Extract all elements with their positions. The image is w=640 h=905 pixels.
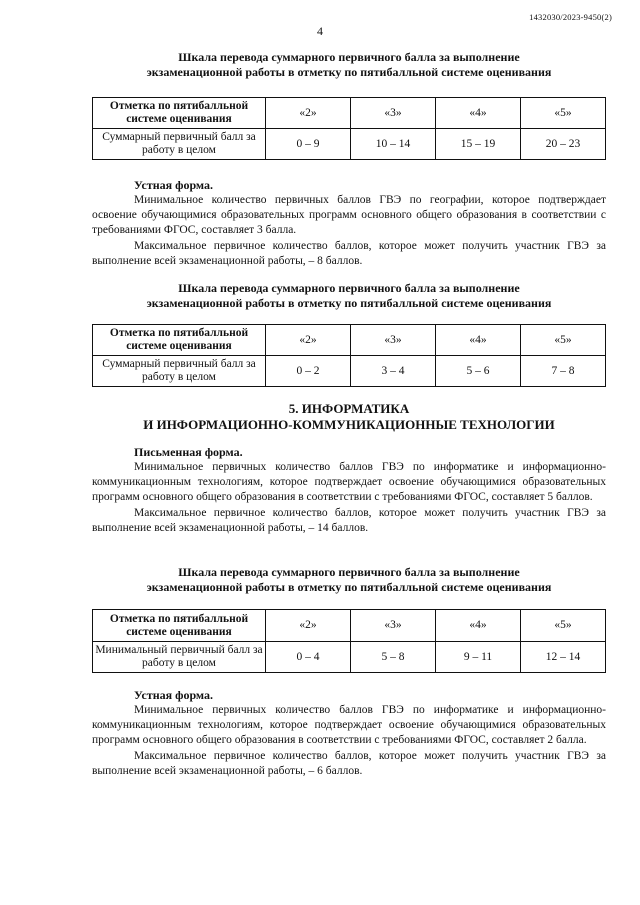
paragraph: Максимальное первичное количество баллов, которое может получить участник ГВЭ за выполнение всей экзаменационной работы, – 8 баллов. bbox=[92, 239, 606, 267]
informatics-section-title: 5. ИНФОРМАТИКА И ИНФОРМАЦИОННО-КОММУНИКАЦИОННЫЕ ТЕХНОЛОГИИ bbox=[143, 401, 555, 432]
grade-3: «3» bbox=[351, 325, 436, 356]
row-label: Суммарный первичный балл за работу в целом bbox=[93, 129, 266, 160]
value-cell: 5 – 6 bbox=[436, 356, 521, 387]
informatics-oral-text bbox=[92, 688, 606, 779]
row-label: Минимальный первичный балл за работу в целом bbox=[93, 642, 266, 673]
informatics-written-text bbox=[92, 445, 606, 536]
grade-4: «4» bbox=[436, 610, 521, 642]
header-label: Отметка по пятибалльной системе оценивания bbox=[93, 98, 266, 129]
paragraph: Максимальное первичное количество баллов, которое может получить участник ГВЭ за выполнение всей экзаменационной работы, – 6 баллов. bbox=[92, 749, 606, 777]
value-cell: 0 – 9 bbox=[266, 129, 351, 160]
scale-title: Шкала перевода суммарного первичного балла за выполнение экзаменационной работы в отметку по пятибалльной системе оценивания bbox=[146, 50, 552, 79]
table-header-row bbox=[93, 610, 606, 642]
value-cell: 20 – 23 bbox=[521, 129, 606, 160]
page-number: 4 bbox=[317, 24, 323, 38]
scale-title: Шкала перевода суммарного первичного балла за выполнение экзаменационной работы в отметку по пятибалльной системе оценивания bbox=[146, 281, 552, 310]
table-row bbox=[93, 356, 606, 387]
table-row bbox=[93, 129, 606, 160]
geography-written-scale bbox=[92, 50, 606, 80]
value-cell: 9 – 11 bbox=[436, 642, 521, 673]
informatics-table bbox=[92, 609, 606, 673]
value-cell: 7 – 8 bbox=[521, 356, 606, 387]
grade-4: «4» bbox=[436, 98, 521, 129]
value-cell: 15 – 19 bbox=[436, 129, 521, 160]
value-cell: 3 – 4 bbox=[351, 356, 436, 387]
grade-3: «3» bbox=[351, 98, 436, 129]
grade-4: «4» bbox=[436, 325, 521, 356]
scale-title: Шкала перевода суммарного первичного балла за выполнение экзаменационной работы в отметку по пятибалльной системе оценивания bbox=[146, 565, 552, 594]
oral-heading: Устная форма. bbox=[134, 178, 214, 192]
grade-5: «5» bbox=[521, 610, 606, 642]
grade-3: «3» bbox=[351, 610, 436, 642]
header-label: Отметка по пятибалльной системе оценивания bbox=[93, 325, 266, 356]
geography-oral-text bbox=[92, 178, 606, 269]
informatics-table-wrap bbox=[92, 609, 606, 673]
value-cell: 5 – 8 bbox=[351, 642, 436, 673]
paragraph: Максимальное первичное количество баллов, которое может получить участник ГВЭ за выполнение всей экзаменационной работы, – 14 баллов. bbox=[92, 506, 606, 534]
geography-oral-scale bbox=[92, 281, 606, 311]
value-cell: 12 – 14 bbox=[521, 642, 606, 673]
grade-5: «5» bbox=[521, 98, 606, 129]
value-cell: 0 – 2 bbox=[266, 356, 351, 387]
informatics-scale bbox=[92, 565, 606, 595]
geography-oral-table-wrap bbox=[92, 324, 606, 387]
grade-2: «2» bbox=[266, 325, 351, 356]
paragraph: Минимальное количество первичных баллов ГВЭ по географии, которое подтверждает освоение обучающимися образовательных программ основного общего образования в соответствии с требованиями ФГОС, составляет 3 балла. bbox=[92, 194, 606, 237]
grade-2: «2» bbox=[266, 610, 351, 642]
written-heading: Письменная форма. bbox=[134, 445, 243, 459]
row-label: Суммарный первичный балл за работу в целом bbox=[93, 356, 266, 387]
document-id: 1432030/2023-9450(2) bbox=[529, 12, 612, 22]
paragraph: Минимальное первичных количество баллов ГВЭ по информатике и информационно-коммуникационным технологиям, которое подтверждает освоение обучающимися образовательных программ основного общего образования в соответствии с требованиями ФГОС, составляет 5 баллов. bbox=[92, 461, 606, 504]
table-header-row bbox=[93, 325, 606, 356]
value-cell: 10 – 14 bbox=[351, 129, 436, 160]
geography-written-table-wrap bbox=[92, 97, 606, 160]
grade-5: «5» bbox=[521, 325, 606, 356]
table-row bbox=[93, 642, 606, 673]
geography-written-table bbox=[92, 97, 606, 160]
header-label: Отметка по пятибалльной системе оценивания bbox=[93, 610, 266, 642]
oral-heading: Устная форма. bbox=[134, 688, 214, 702]
paragraph: Минимальное первичных количество баллов ГВЭ по информатике и информационно-коммуникационным технологиям, которое подтверждает освоение обучающимися образовательных программ основного общего образования в соответствии с требованиями ФГОС, составляет 2 балла. bbox=[92, 704, 606, 747]
value-cell: 0 – 4 bbox=[266, 642, 351, 673]
table-header-row bbox=[93, 98, 606, 129]
geography-oral-table bbox=[92, 324, 606, 387]
grade-2: «2» bbox=[266, 98, 351, 129]
